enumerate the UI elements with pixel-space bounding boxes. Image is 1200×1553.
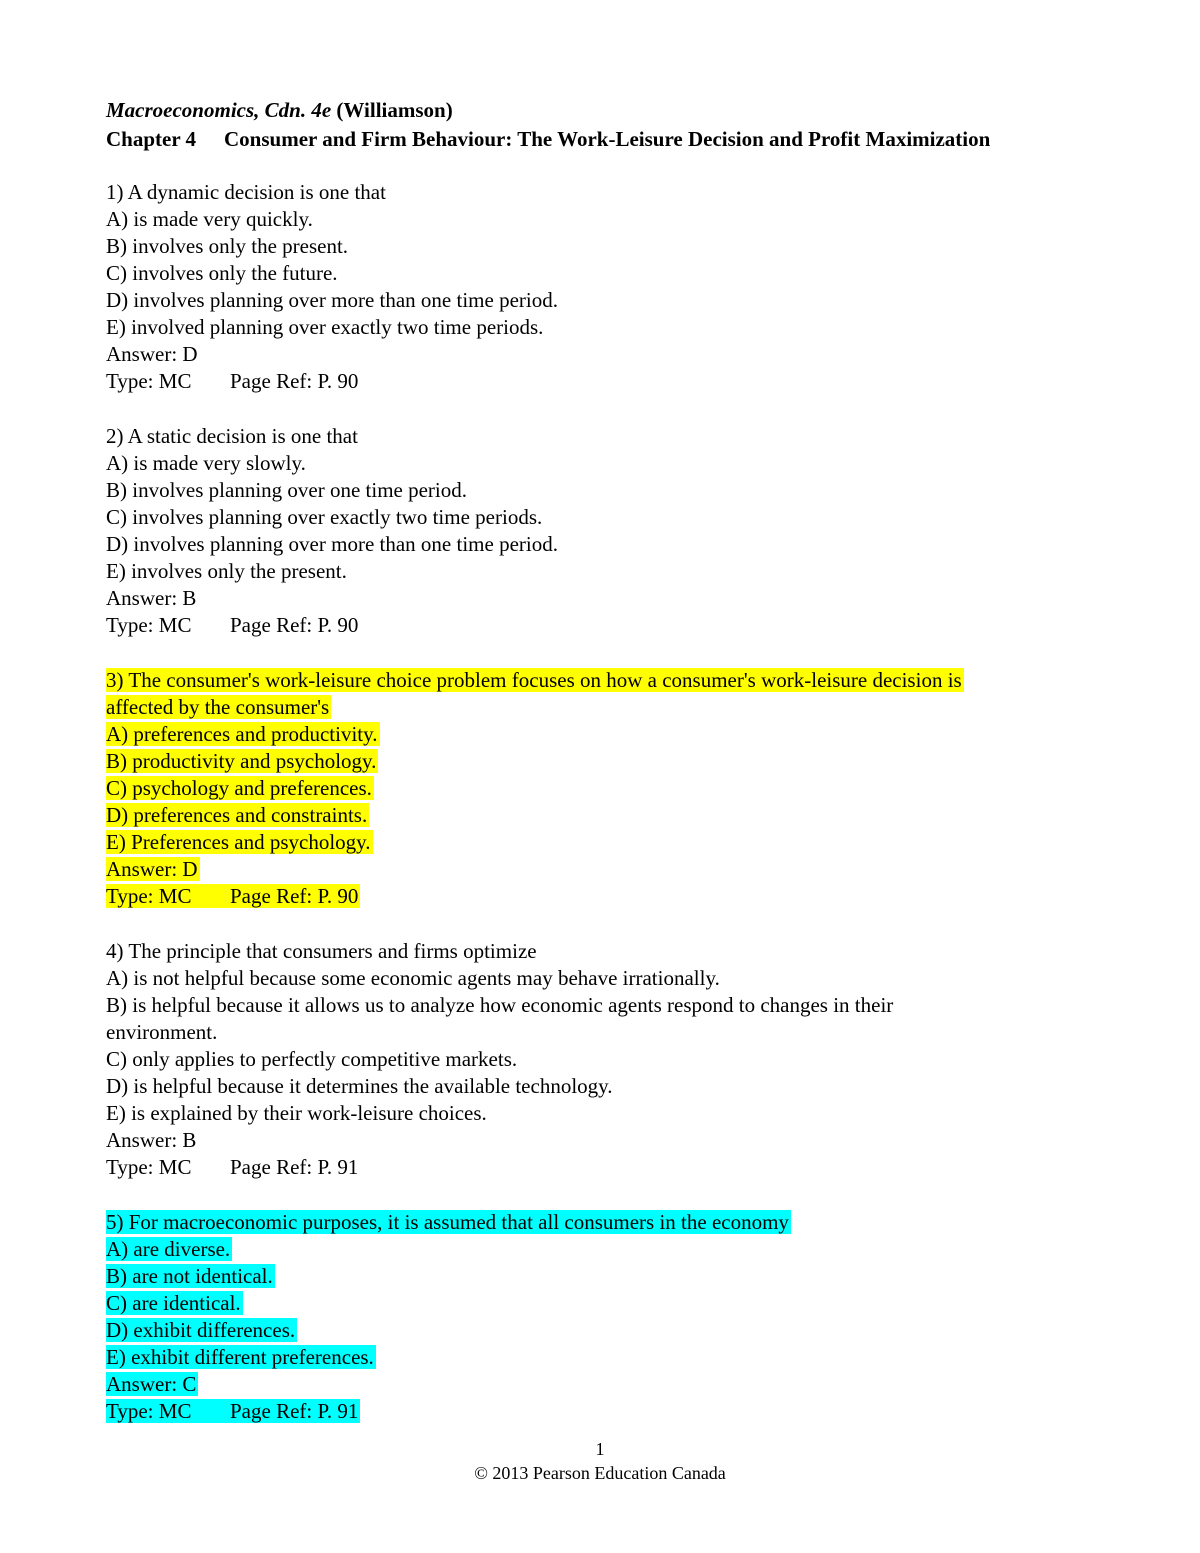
answer-option: C) involves only the future. xyxy=(106,261,338,285)
page-ref: Page Ref: P. 91 xyxy=(230,1399,359,1423)
question-4 xyxy=(106,938,1106,1181)
question-type: Type: MC xyxy=(106,1399,192,1423)
answer-option: B) is helpful because it allows us to analyze how economic agents respond to changes in their xyxy=(106,993,894,1017)
chapter-title-line xyxy=(106,125,1166,154)
page-ref: Page Ref: P. 90 xyxy=(230,613,359,637)
answer-option: D) involves planning over more than one time period. xyxy=(106,288,558,312)
answer-option: D) is helpful because it determines the available technology. xyxy=(106,1074,613,1098)
answer-option: E) involved planning over exactly two time periods. xyxy=(106,315,544,339)
page-ref: Page Ref: P. 91 xyxy=(230,1155,359,1179)
answer-option: A) is made very quickly. xyxy=(106,207,313,231)
book-author: (Williamson) xyxy=(336,98,453,122)
answer-option: B) are not identical. xyxy=(106,1264,273,1288)
question-type: Type: MC xyxy=(106,613,192,637)
question-meta xyxy=(106,612,1106,639)
answer-option-continued: environment. xyxy=(106,1020,218,1044)
question-2 xyxy=(106,423,1106,639)
book-title: Macroeconomics, Cdn. 4e xyxy=(106,98,332,122)
answer-option: E) is explained by their work-leisure choices. xyxy=(106,1101,487,1125)
question-stem: 1) A dynamic decision is one that xyxy=(106,180,386,204)
answer-option: E) involves only the present. xyxy=(106,559,347,583)
question-stem: 2) A static decision is one that xyxy=(106,424,358,448)
answer-key: Answer: D xyxy=(106,342,198,366)
question-type: Type: MC xyxy=(106,1155,192,1179)
answer-option: C) psychology and preferences. xyxy=(106,776,372,800)
answer-key: Answer: C xyxy=(106,1372,197,1396)
answer-option: A) preferences and productivity. xyxy=(106,722,378,746)
answer-option: A) is not helpful because some economic agents may behave irrationally. xyxy=(106,966,720,990)
page-ref: Page Ref: P. 90 xyxy=(230,369,359,393)
document-header xyxy=(106,96,1166,154)
question-stem: 3) The consumer's work-leisure choice problem focuses on how a consumer's work-leisure decision is xyxy=(106,668,962,692)
question-type: Type: MC xyxy=(106,369,192,393)
answer-key: Answer: B xyxy=(106,586,197,610)
question-meta xyxy=(106,368,1106,395)
question-meta xyxy=(106,883,1106,910)
answer-option: D) preferences and constraints. xyxy=(106,803,368,827)
page-ref: Page Ref: P. 90 xyxy=(230,884,359,908)
answer-option: B) involves only the present. xyxy=(106,234,349,258)
answer-option: D) involves planning over more than one time period. xyxy=(106,532,558,556)
chapter-title: Consumer and Firm Behaviour: The Work-Leisure Decision and Profit Maximization xyxy=(224,127,991,151)
answer-option: C) are identical. xyxy=(106,1291,241,1315)
answer-option: A) are diverse. xyxy=(106,1237,231,1261)
page-number: 1 xyxy=(595,1439,605,1459)
answer-option: A) is made very slowly. xyxy=(106,451,306,475)
question-5 xyxy=(106,1209,1106,1425)
answer-option: E) exhibit different preferences. xyxy=(106,1345,374,1369)
question-1 xyxy=(106,179,1106,395)
book-title-line xyxy=(106,96,1166,125)
answer-option: B) involves planning over one time period. xyxy=(106,478,468,502)
answer-option: D) exhibit differences. xyxy=(106,1318,296,1342)
question-meta xyxy=(106,1154,1106,1181)
answer-key: Answer: B xyxy=(106,1128,197,1152)
answer-key: Answer: D xyxy=(106,857,198,881)
question-stem: affected by the consumer's xyxy=(106,695,330,719)
question-stem: 5) For macroeconomic purposes, it is assumed that all consumers in the economy xyxy=(106,1210,789,1234)
question-type: Type: MC xyxy=(106,884,192,908)
copyright-notice: © 2013 Pearson Education Canada xyxy=(474,1463,726,1483)
answer-option: C) only applies to perfectly competitive markets. xyxy=(106,1047,518,1071)
question-stem: 4) The principle that consumers and firms optimize xyxy=(106,939,537,963)
question-3 xyxy=(106,667,1106,910)
answer-option: E) Preferences and psychology. xyxy=(106,830,371,854)
answer-option: C) involves planning over exactly two time periods. xyxy=(106,505,543,529)
answer-option: B) productivity and psychology. xyxy=(106,749,377,773)
question-meta xyxy=(106,1398,1106,1425)
chapter-number: Chapter 4 xyxy=(106,127,197,151)
